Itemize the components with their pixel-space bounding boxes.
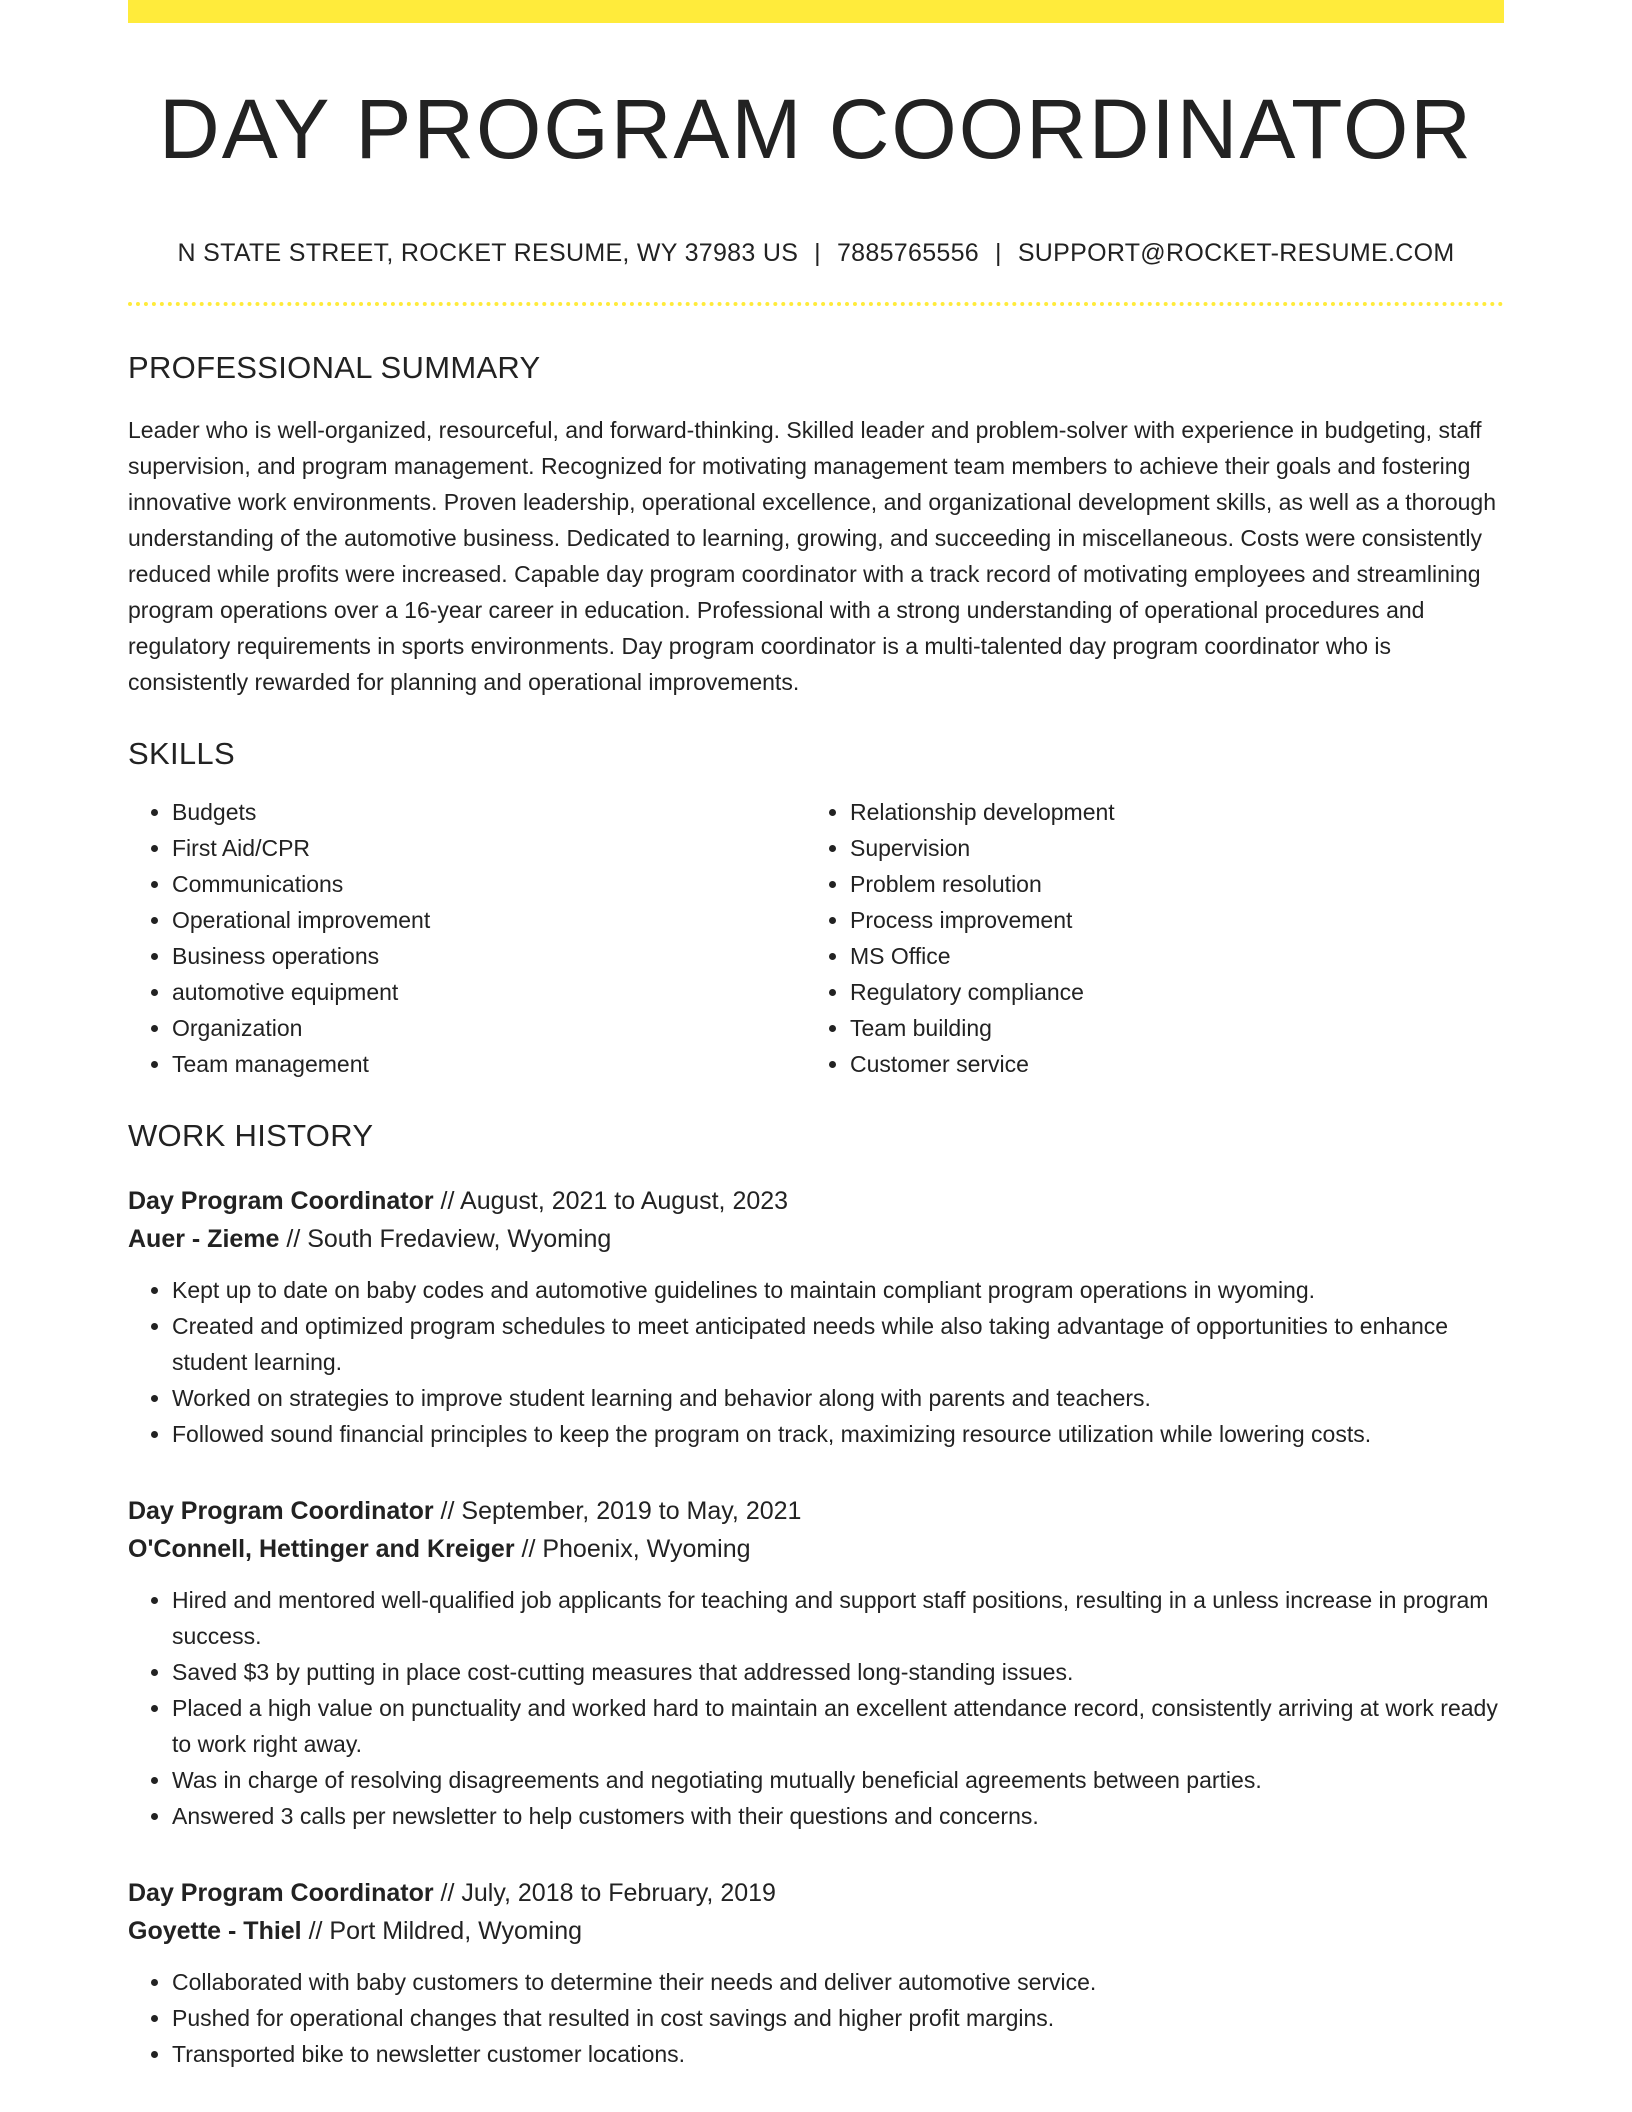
job-bullet: • Created and optimized program schedules to meet anticipated needs while also taking advantage of opportunities to enhance student learning. [172, 1308, 1504, 1380]
job-dates: // August, 2021 to August, 2023 [433, 1187, 789, 1215]
job-location: // South Fredaview, Wyoming [279, 1225, 612, 1253]
resume-page [128, 0, 1504, 2072]
skills-title: SKILLS [128, 736, 235, 771]
contact-separator: | [995, 239, 1002, 267]
skill-item: • automotive equipment [172, 974, 806, 1010]
job-entry [128, 1182, 1504, 1452]
resume-name: DAY PROGRAM COORDINATOR [159, 82, 1473, 176]
accent-top-bar [128, 0, 1504, 23]
skills-column-left [128, 794, 806, 1082]
contact-line [128, 239, 1504, 268]
skill-item: • MS Office [850, 938, 1484, 974]
skill-item: • Communications [172, 866, 806, 902]
job-role-line [128, 1874, 1504, 1912]
job-company: Goyette - Thiel [128, 1917, 302, 1945]
job-bullet: • Followed sound financial principles to keep the program on track, maximizing resource utilization while lowering costs. [172, 1416, 1504, 1452]
job-company-line [128, 1912, 1504, 1950]
contact-email: SUPPORT@ROCKET-RESUME.COM [1017, 239, 1455, 267]
skill-item: • Relationship development [850, 794, 1484, 830]
contact-separator: | [814, 239, 821, 267]
job-location: // Phoenix, Wyoming [514, 1535, 751, 1563]
skill-item: • Supervision [850, 830, 1484, 866]
job-location: // Port Mildred, Wyoming [301, 1917, 583, 1945]
job-company: Auer - Zieme [128, 1225, 280, 1253]
skill-item: • Team management [172, 1046, 806, 1082]
job-bullet: • Worked on strategies to improve student learning and behavior along with parents and teachers. [172, 1380, 1504, 1416]
skill-item: • Process improvement [850, 902, 1484, 938]
job-dates: // September, 2019 to May, 2021 [433, 1497, 802, 1525]
dotted-divider [128, 302, 1504, 306]
job-bullet: • Saved $3 by putting in place cost-cutting measures that addressed long-standing issues. [172, 1654, 1504, 1690]
contact-phone: 7885765556 [836, 239, 980, 267]
skills-list [128, 794, 1504, 1082]
skill-item: • Organization [172, 1010, 806, 1046]
job-bullet: • Was in charge of resolving disagreements and negotiating mutually beneficial agreements between parties. [172, 1762, 1504, 1798]
job-bullet: • Placed a high value on punctuality and worked hard to maintain an excellent attendance record, consistently arriving at work ready to work right away. [172, 1690, 1504, 1762]
contact-address: N STATE STREET, ROCKET RESUME, WY 37983 US [177, 239, 799, 267]
summary-text: Leader who is well-organized, resourceful, and forward-thinking. Skilled leader and problem-solver with experience in budgeting, staff supervision, and program management. Recognized for motivating management team members to achieve their goals and fostering innovative work environments. Proven leadership, operational excellence, and organizational development skills, as well as a thorough understanding of the automotive business. Dedicated to learning, growing, and succeeding in miscellaneous. Costs were consistently reduced while profits were increased. Capable day program coordinator with a track record of motivating employees and streamlining program operations over a 16-year career in education. Professional with a strong understanding of operational procedures and regulatory requirements in sports environments. Day program coordinator is a multi-talented day program coordinator who is consistently rewarded for planning and operational improvements. [128, 417, 1497, 695]
skill-item: • First Aid/CPR [172, 830, 806, 866]
job-entry [128, 1874, 1504, 2072]
summary-title: PROFESSIONAL SUMMARY [128, 350, 541, 385]
job-role: Day Program Coordinator [128, 1879, 434, 1907]
job-bullet: • Transported bike to newsletter customer locations. [172, 2036, 1504, 2072]
job-company-line [128, 1530, 1504, 1568]
job-bullet: • Pushed for operational changes that resulted in cost savings and higher profit margins. [172, 2000, 1504, 2036]
work-history-title: WORK HISTORY [128, 1118, 374, 1153]
job-role-line [128, 1182, 1504, 1220]
job-bullets [128, 1272, 1504, 1452]
skill-item: • Operational improvement [172, 902, 806, 938]
skill-item: • Business operations [172, 938, 806, 974]
job-bullet: • Answered 3 calls per newsletter to help customers with their questions and concerns. [172, 1798, 1504, 1834]
skill-item: • Budgets [172, 794, 806, 830]
skill-item: • Customer service [850, 1046, 1484, 1082]
job-role-line [128, 1492, 1504, 1530]
job-bullet: • Kept up to date on baby codes and automotive guidelines to maintain compliant program operations in wyoming. [172, 1272, 1504, 1308]
job-bullets [128, 1964, 1504, 2072]
job-role: Day Program Coordinator [128, 1497, 434, 1525]
job-entry [128, 1492, 1504, 1834]
job-dates: // July, 2018 to February, 2019 [433, 1879, 776, 1907]
job-bullet: • Hired and mentored well-qualified job applicants for teaching and support staff positions, resulting in a unless increase in program success. [172, 1582, 1504, 1654]
skill-item: • Problem resolution [850, 866, 1484, 902]
skill-item: • Regulatory compliance [850, 974, 1484, 1010]
job-role: Day Program Coordinator [128, 1187, 434, 1215]
skill-item: • Team building [850, 1010, 1484, 1046]
job-bullet: • Collaborated with baby customers to determine their needs and deliver automotive service. [172, 1964, 1504, 2000]
job-bullets [128, 1582, 1504, 1834]
skills-column-right [806, 794, 1484, 1082]
job-company-line [128, 1220, 1504, 1258]
job-company: O'Connell, Hettinger and Kreiger [128, 1535, 515, 1563]
